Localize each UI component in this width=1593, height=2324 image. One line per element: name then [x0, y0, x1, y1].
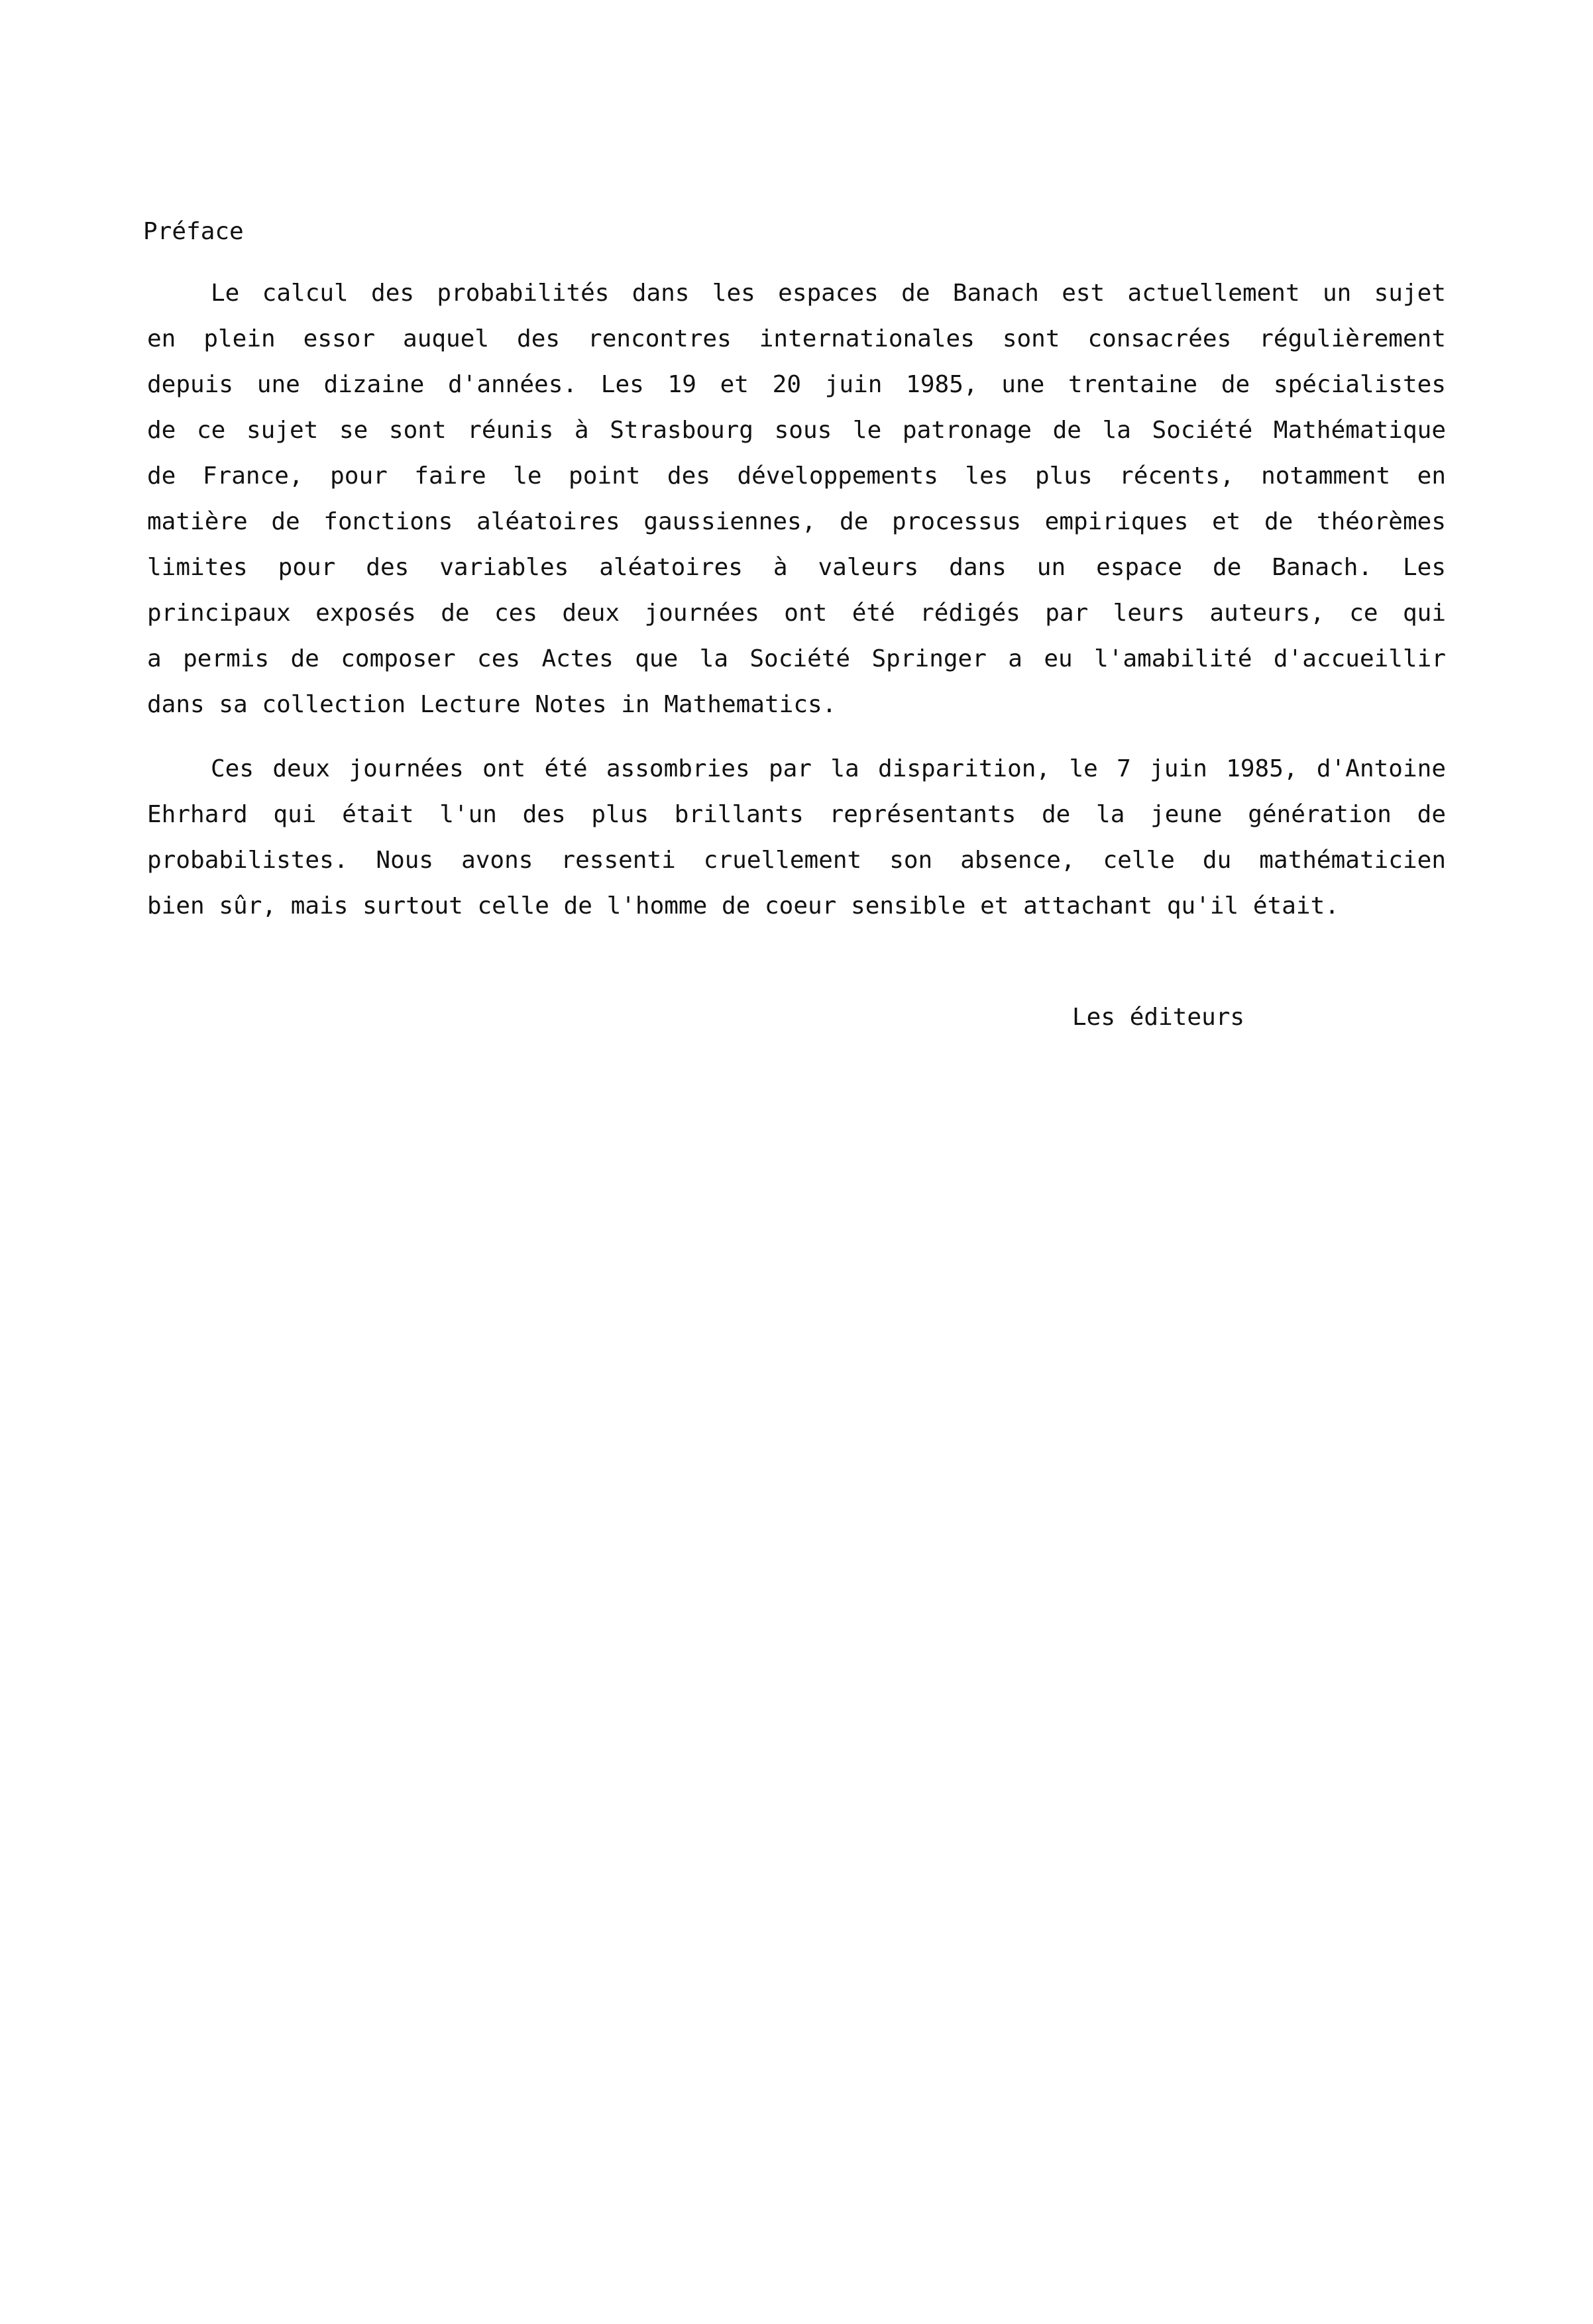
- paragraph-line: probabilistes. Nous avons ressenti cruellement son absence, celle du mathématicien: [147, 847, 1446, 874]
- paragraph-line: bien sûr, mais surtout celle de l'homme de coeur sensible et attachant qu'il était.: [147, 892, 1339, 920]
- paragraph-1: [147, 270, 1446, 727]
- signature: Les éditeurs: [1072, 1004, 1245, 1031]
- paragraph-line: Ces deux journées ont été assombries par la disparition, le 7 juin 1985, d'Antoine: [211, 755, 1446, 782]
- paragraph-line: en plein essor auquel des rencontres internationales sont consacrées régulièrement: [147, 325, 1446, 352]
- paragraph-line: depuis une dizaine d'années. Les 19 et 20 juin 1985, une trentaine de spécialistes: [147, 371, 1446, 398]
- page-title: Préface: [143, 218, 244, 245]
- paragraph-line: de France, pour faire le point des développements les plus récents, notamment en: [147, 462, 1446, 490]
- paragraph-line: dans sa collection Lecture Notes in Mathematics.: [147, 691, 837, 718]
- paragraph-line: de ce sujet se sont réunis à Strasbourg sous le patronage de la Société Mathématique: [147, 417, 1446, 444]
- paragraph-line: a permis de composer ces Actes que la Société Springer a eu l'amabilité d'accueillir: [147, 645, 1446, 672]
- paragraph-line: Le calcul des probabilités dans les espaces de Banach est actuellement un sujet: [211, 280, 1446, 307]
- paragraph-2: [147, 746, 1446, 929]
- paragraph-line: principaux exposés de ces deux journées ont été rédigés par leurs auteurs, ce qui: [147, 600, 1446, 627]
- paragraph-line: Ehrhard qui était l'un des plus brillants représentants de la jeune génération de: [147, 801, 1446, 828]
- paragraph-line: limites pour des variables aléatoires à valeurs dans un espace de Banach. Les: [147, 554, 1446, 581]
- paragraph-line: matière de fonctions aléatoires gaussiennes, de processus empiriques et de théorèmes: [147, 508, 1446, 535]
